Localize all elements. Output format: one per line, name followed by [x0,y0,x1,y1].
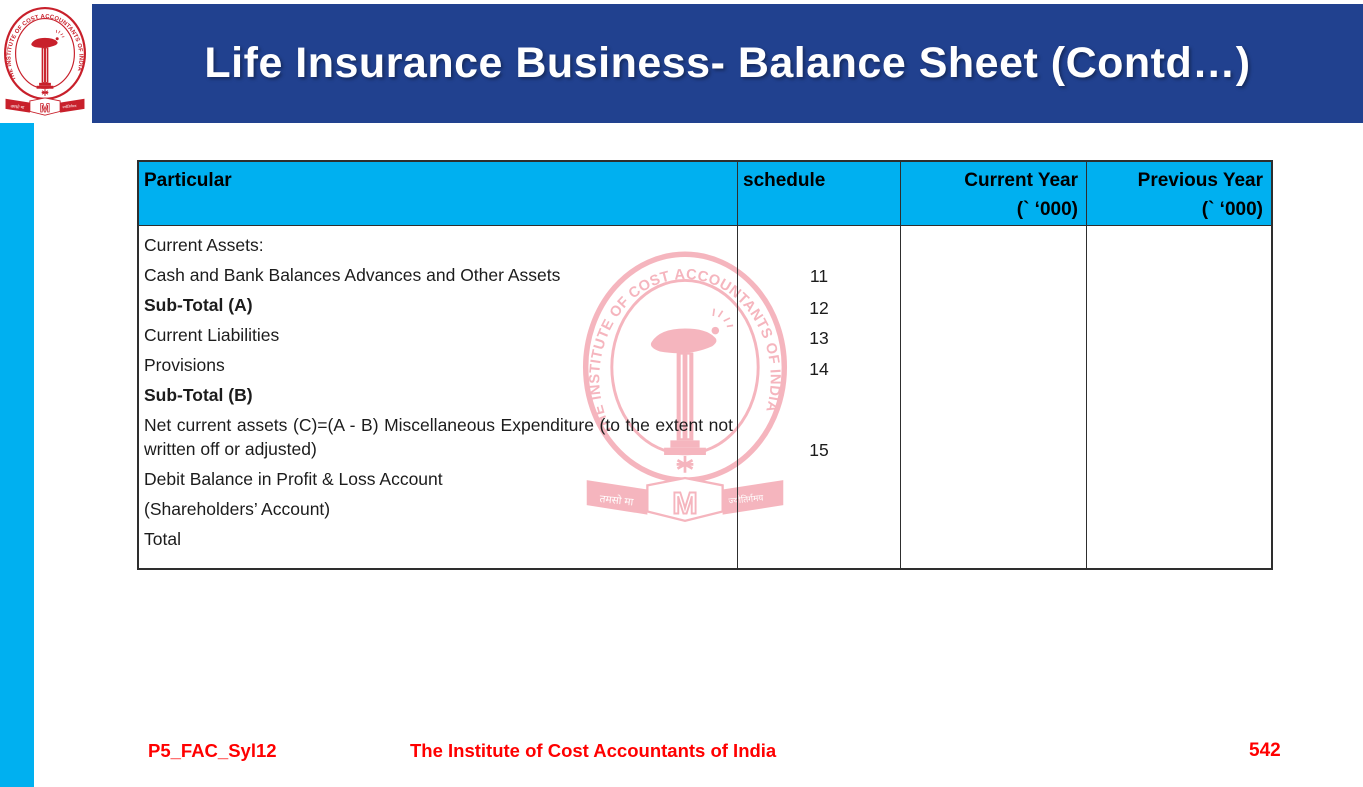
slide-title: Life Insurance Business- Balance Sheet (Contd…) [204,39,1251,87]
table-row: Cash and Bank Balances Advances and Other Assets [144,265,561,285]
particular-column [139,226,737,568]
table-row: Net current assets (C)=(A - B) Miscellaneous Expenditure (to the extent not written off or adjusted) [144,415,733,459]
header-previous-year-unit: (` ‘000) [1201,199,1263,220]
header-schedule: schedule [737,162,900,225]
schedule-number: 11 [809,266,829,286]
institute-logo-icon [3,2,87,120]
left-sidebar-stripe [0,123,34,787]
header-previous-year-label: Previous Year [1137,170,1263,191]
schedule-number: 12 [809,298,829,318]
header-current-year-label: Current Year [964,170,1078,191]
table-body [139,226,1271,568]
table-row: Provisions [144,355,225,375]
balance-sheet-table [137,160,1273,570]
table-row: Sub-Total (B) [144,385,253,405]
schedule-number: 13 [809,328,829,348]
table-row: Debit Balance in Profit & Loss Account [144,469,443,489]
table-row: Sub-Total (A) [144,295,253,315]
schedule-column [737,226,900,568]
institute-logo [0,0,92,123]
header-current-year [900,162,1086,225]
table-header-row [139,162,1271,226]
footer-institute-name: The Institute of Cost Accountants of India [410,740,777,761]
table-row: Current Assets: [144,235,264,255]
footer-course-code: P5_FAC_Syl12 [148,740,277,761]
previous-year-column [1086,226,1271,568]
table-row: Current Liabilities [144,325,280,345]
current-year-column [900,226,1086,568]
schedule-number: 15 [809,440,829,460]
footer-page-number: 542 [1249,740,1281,761]
header-previous-year [1086,162,1271,225]
header-current-year-unit: (` ‘000) [1016,199,1078,220]
title-band [92,4,1363,123]
table-row: (Shareholders’ Account) [144,499,331,519]
schedule-number: 14 [809,359,829,379]
table-row: Total [144,529,181,549]
header-particular: Particular [144,170,232,191]
